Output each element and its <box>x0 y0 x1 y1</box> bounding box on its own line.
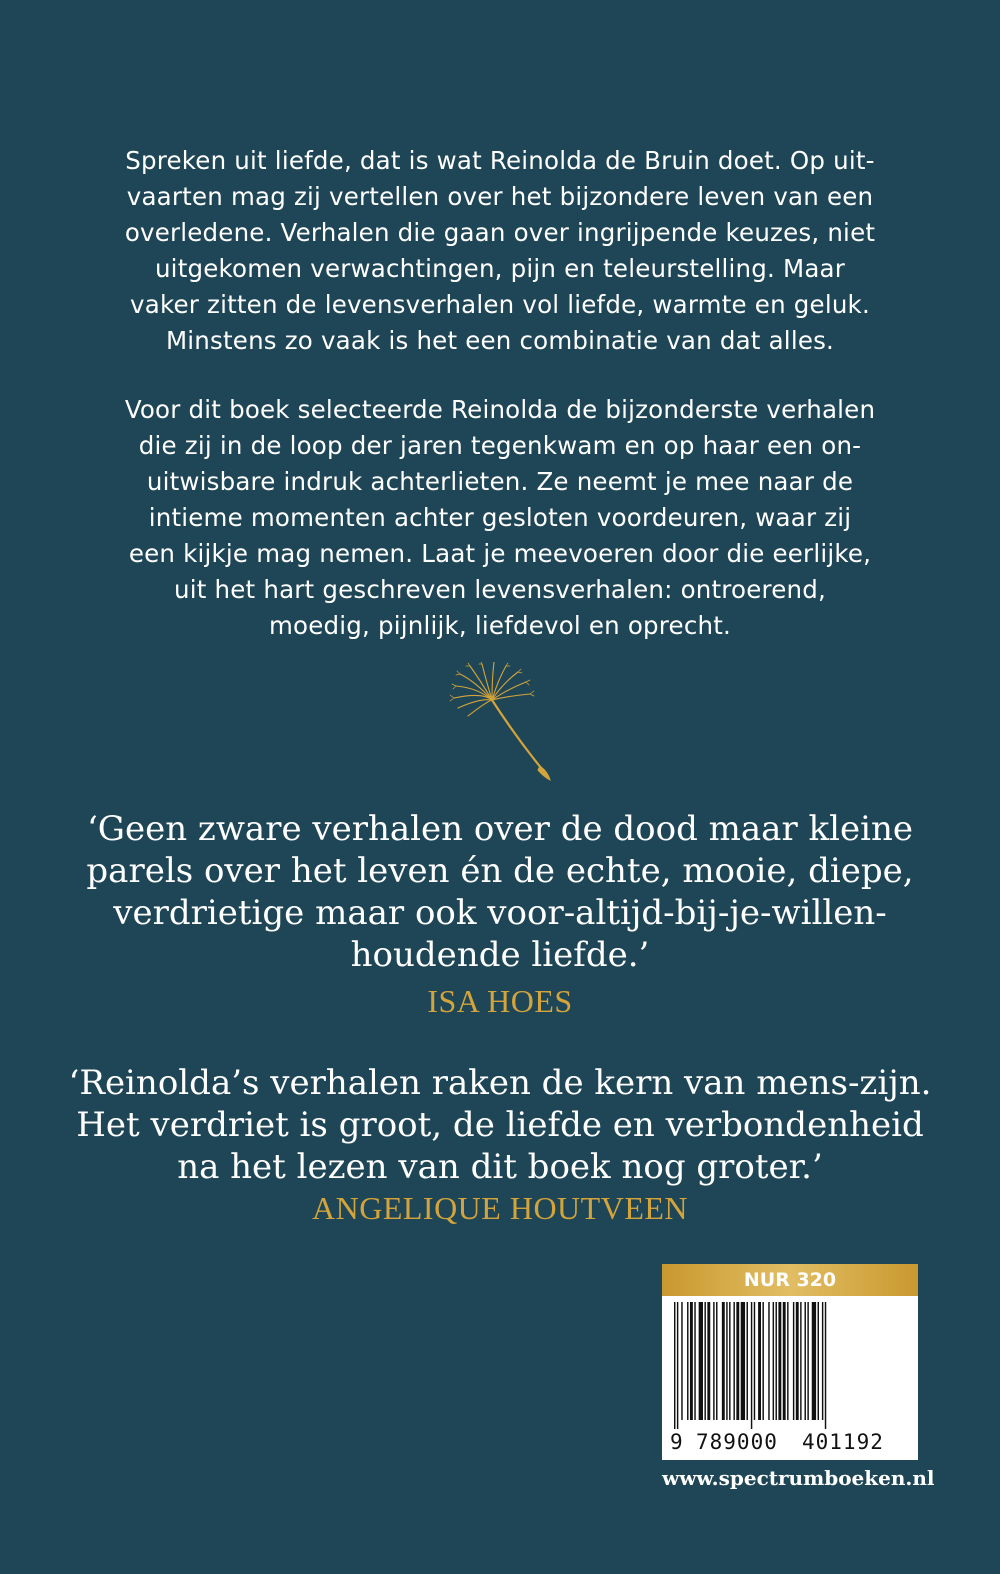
barcode-bar <box>707 1302 710 1420</box>
barcode-bar <box>805 1302 806 1420</box>
publisher-url: www.spectrumboeken.nl <box>662 1466 935 1490</box>
barcode-bar <box>787 1302 788 1420</box>
isbn-first-digit: 9 <box>670 1430 683 1454</box>
quote-line: parels over het leven én de echte, mooie, diepe, <box>86 851 914 891</box>
blurb-line: een kijkje mag nemen. Laat je meevoeren door die eerlijke, <box>128 539 872 568</box>
blurb-paragraph-1 <box>90 143 910 359</box>
quote-author: ISA HOES <box>427 983 573 1019</box>
blurb-line: Minstens zo vaak is het een combinatie van dat alles. <box>165 326 835 355</box>
quote-line: verdrietige maar ook voor-altijd-bij-je-willen- <box>113 893 887 933</box>
barcode-label <box>662 1264 918 1460</box>
barcode-bar <box>807 1302 808 1420</box>
barcode-bar <box>690 1302 693 1420</box>
nur-code: NUR 320 <box>662 1264 918 1296</box>
barcode-bar <box>722 1302 725 1420</box>
barcode-bar <box>793 1302 794 1420</box>
barcode-bar <box>800 1302 801 1420</box>
quote-line: ‘Geen zware verhalen over de dood maar kleine <box>87 809 913 849</box>
blurb-line: uit het hart geschreven levensverhalen: ontroerend, <box>174 575 826 604</box>
quote-line: ‘Reinolda’s verhalen raken de kern van mens-zijn. <box>68 1063 932 1103</box>
barcode-bar <box>733 1302 734 1420</box>
barcode-bar <box>768 1302 769 1420</box>
barcode-bar <box>713 1302 714 1420</box>
blurb-paragraph-2 <box>90 392 910 644</box>
barcode-bar <box>754 1302 755 1420</box>
barcode-bar <box>751 1302 752 1429</box>
barcode-bar <box>677 1302 678 1429</box>
blurb-line: vaarten mag zij vertellen over het bijzondere leven van een <box>126 182 874 211</box>
barcode-bar <box>741 1302 745 1420</box>
blurb-line: overledene. Verhalen die gaan over ingrijpende keuzes, niet <box>124 218 876 247</box>
quote-line: na het lezen van dit boek nog groter.’ <box>177 1147 823 1187</box>
quote-author: ANGELIQUE HOUTVEEN <box>311 1190 689 1226</box>
barcode-bar <box>783 1302 786 1420</box>
blurb-line: Spreken uit liefde, dat is wat Reinolda de Bruin doet. Op uit- <box>125 146 875 175</box>
quote-line: houdende liefde.’ <box>350 935 650 975</box>
blurb-line: intieme momenten achter gesloten voordeuren, waar zij <box>148 503 852 532</box>
barcode-bar <box>796 1302 799 1420</box>
barcode-bar <box>736 1302 739 1420</box>
barcode-bar <box>818 1302 819 1420</box>
barcode-bar <box>822 1302 823 1420</box>
barcode-bar <box>778 1302 781 1420</box>
barcode-bar <box>699 1302 703 1420</box>
barcode-bar <box>694 1302 695 1420</box>
barcode-bars <box>672 1302 908 1429</box>
barcode-bar <box>825 1302 826 1429</box>
isbn-group-right: 401192 <box>802 1430 884 1454</box>
barcode-bar <box>776 1302 777 1420</box>
isbn-number <box>662 1427 918 1457</box>
isbn-group-left: 789000 <box>696 1430 778 1454</box>
blurb-line: uitwisbare indruk achterlieten. Ze neemt je mee naar de <box>146 467 854 496</box>
barcode-bar <box>758 1302 761 1420</box>
barcode-bar <box>762 1302 763 1420</box>
barcode-bar <box>681 1302 682 1420</box>
blurb-line: Voor dit boek selecteerde Reinolda de bijzonderste verhalen <box>124 395 876 424</box>
blurb-line: die zij in de loop der jaren tegenkwam en op haar een on- <box>138 431 862 460</box>
barcode-bar <box>812 1302 816 1420</box>
barcode-bar <box>726 1302 727 1420</box>
barcode-bar <box>747 1302 748 1420</box>
barcode-bar <box>674 1302 675 1429</box>
quote-line: Het verdriet is groot, de liefde en verbondenheid <box>76 1105 924 1145</box>
barcode-bar <box>704 1302 705 1420</box>
barcode-bar <box>773 1302 774 1420</box>
blurb-line: vaker zitten de levensverhalen vol liefde, warmte en geluk. <box>130 290 870 319</box>
barcode-bar <box>729 1302 730 1420</box>
dandelion-seed-icon <box>440 662 560 787</box>
barcode-bar <box>687 1302 688 1420</box>
blurb-line: uitgekomen verwachtingen, pijn en teleurstelling. Maar <box>154 254 846 283</box>
quote-angelique-houtveen <box>60 1062 940 1188</box>
blurb-line: moedig, pijnlijk, liefdevol en oprecht. <box>268 611 732 640</box>
barcode-bar <box>716 1302 717 1420</box>
quote-isa-hoes <box>60 808 940 976</box>
